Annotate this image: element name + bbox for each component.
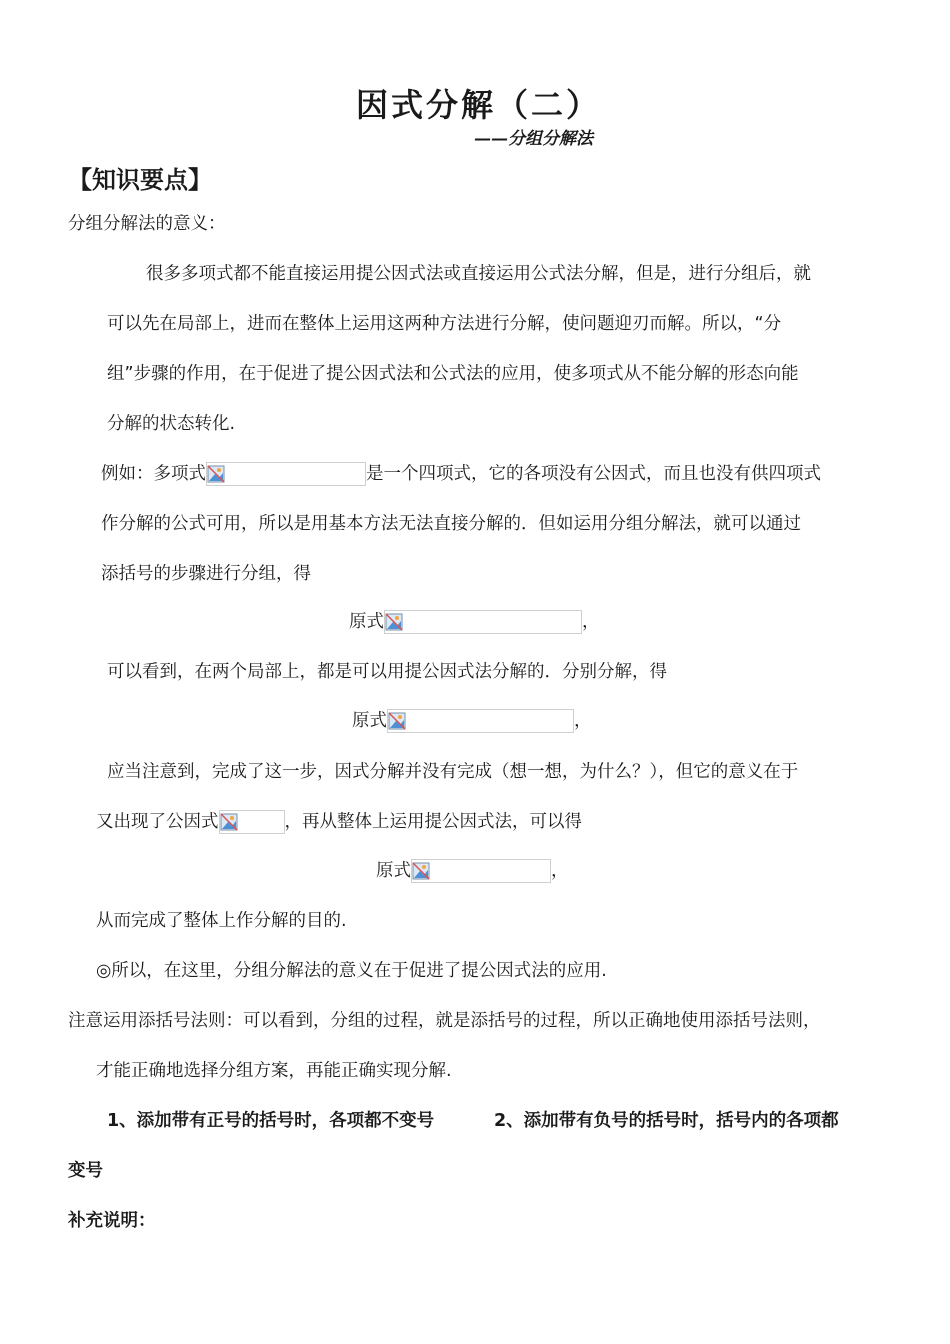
- common-factor-image-icon: [219, 810, 285, 834]
- rule-item-2: 2、添加带有负号的括号时，括号内的各项都: [494, 1111, 839, 1131]
- rules-line2: 才能正确地选择分组方案，再能正确实现分解.: [96, 1061, 452, 1081]
- example-line3: 添括号的步骤进行分组，得: [101, 564, 311, 584]
- supplement-label: 补充说明：: [68, 1211, 156, 1231]
- formula-3: [376, 859, 569, 883]
- example-line2: 作分解的公式可用，所以是用基本方法无法直接分解的．但如运用分组分解法，就可以通过: [101, 514, 801, 534]
- observe-line: 可以看到，在两个局部上，都是可以用提公因式法分解的．分别分解，得: [107, 662, 667, 682]
- formula-comma: ，: [574, 711, 592, 731]
- formula-image-icon: [387, 709, 574, 733]
- formula-2: [352, 709, 592, 733]
- example-line1: [101, 462, 821, 486]
- example-prefix: 例如：多项式: [101, 464, 206, 484]
- para1-line1: 很多多项式都不能直接运用提公因式法或直接运用公式法分解，但是，进行分组后，就: [146, 264, 811, 284]
- rule-item-1: 1、添加带有正号的括号时，各项都不变号: [107, 1111, 435, 1131]
- note-prefix: 又出现了公因式: [96, 812, 219, 832]
- meaning-label: 分组分解法的意义：: [68, 214, 226, 234]
- para1-line2: 可以先在局部上，进而在整体上运用这两种方法进行分解，使问题迎刃而解。所以，“分: [107, 314, 782, 334]
- note-line1: 应当注意到，完成了这一步，因式分解并没有完成（想一想，为什么？），但它的意义在于: [107, 762, 799, 782]
- formula-label: 原式: [352, 711, 387, 731]
- note-line2: [96, 810, 582, 834]
- formula-1: [349, 610, 600, 634]
- polynomial-image-icon: [206, 462, 366, 486]
- complete-line: 从而完成了整体上作分解的目的.: [96, 911, 347, 931]
- para1-line3: 组”步骤的作用，在于促进了提公因式法和公式法的应用，使多项式从不能分解的形态向能: [107, 364, 799, 384]
- formula-label: 原式: [349, 612, 384, 632]
- formula-label: 原式: [376, 861, 411, 881]
- note-suffix: ，再从整体上运用提公因式法，可以得: [284, 812, 582, 832]
- formula-image-icon: [384, 610, 582, 634]
- page-title: 因式分解（二）: [356, 86, 602, 124]
- formula-comma: ，: [551, 861, 569, 881]
- example-suffix: 是一个四项式，它的各项没有公因式，而且也没有供四项式: [366, 464, 821, 484]
- formula-image-icon: [411, 859, 551, 883]
- formula-comma: ，: [582, 612, 600, 632]
- para1-line4: 分解的状态转化.: [107, 414, 236, 434]
- page-subtitle: ——分组分解法: [474, 129, 593, 149]
- rules-line1: 注意运用添括号法则：可以看到，分组的过程，就是添括号的过程，所以正确地使用添括号法则，: [68, 1011, 821, 1031]
- section-heading: 【知识要点】: [68, 166, 212, 194]
- conclusion-line: ◎所以，在这里，分组分解法的意义在于促进了提公因式法的应用.: [96, 961, 607, 981]
- rule-item-2-continued: 变号: [68, 1161, 103, 1181]
